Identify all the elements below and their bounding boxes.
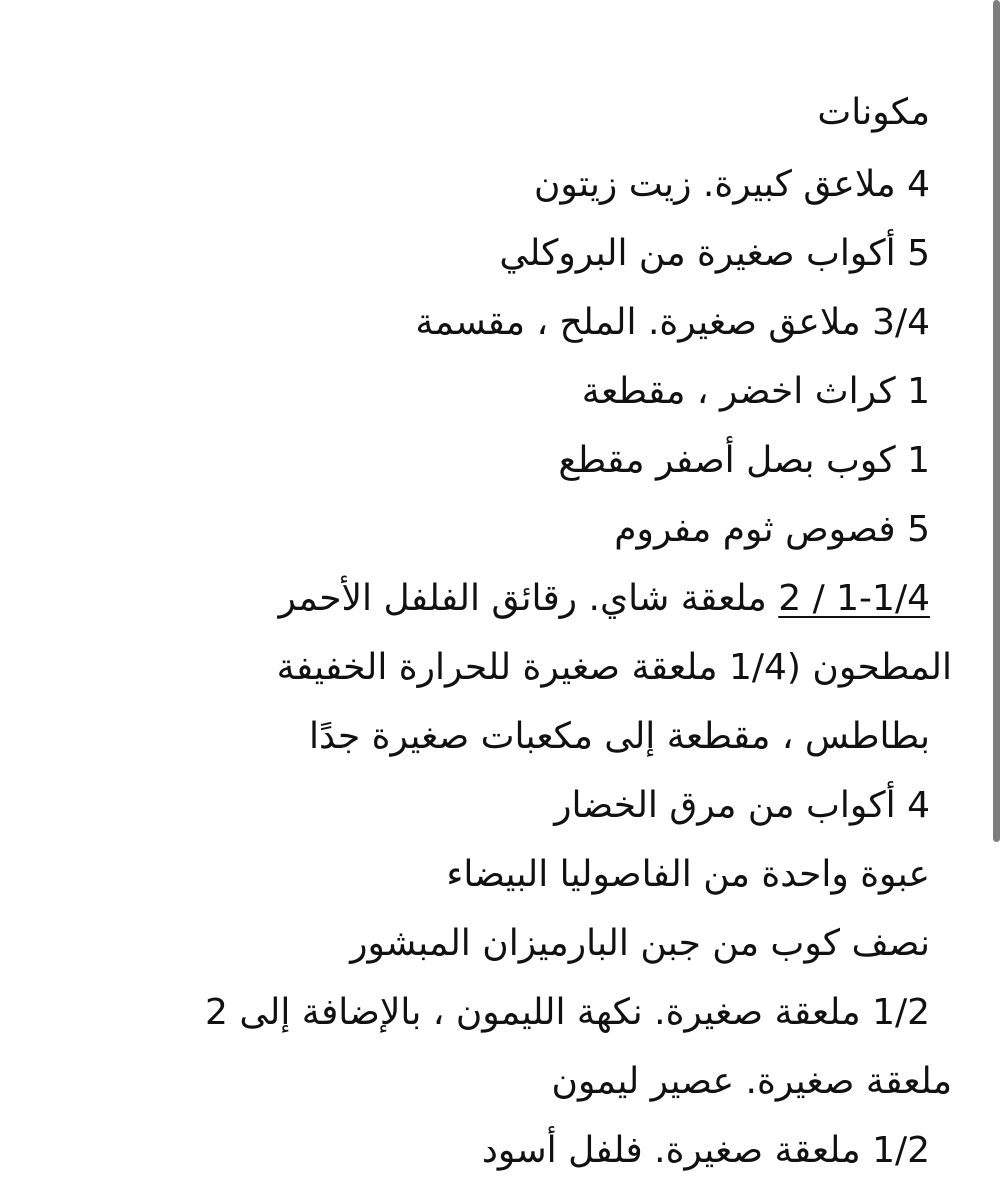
ingredients-text bbox=[30, 78, 952, 1185]
ingredient-line: 1/2 ملعقة صغيرة. نكهة الليمون ، بالإضافة إلى 2 bbox=[205, 992, 930, 1033]
pepper-line-text: ملعقة شاي. رقائق الفلفل الأحمر bbox=[278, 578, 779, 619]
ingredient-line: 1 كوب بصل أصفر مقطع bbox=[558, 440, 930, 481]
ingredient-line: ملعقة صغيرة. عصير ليمون bbox=[551, 1061, 952, 1102]
ingredient-line: عبوة واحدة من الفاصوليا البيضاء bbox=[446, 854, 930, 895]
ingredient-line-pepper-flakes bbox=[30, 564, 930, 633]
vertical-scrollbar[interactable] bbox=[993, 0, 1000, 842]
ingredient-line: 5 أكواب صغيرة من البروكلي bbox=[499, 233, 930, 274]
ingredient-line: 1 كراث اخضر ، مقطعة bbox=[581, 371, 930, 412]
pepper-amount-link[interactable]: 2 / 1-1/4 bbox=[778, 578, 930, 619]
ingredient-line: 3/4 ملاعق صغيرة. الملح ، مقسمة bbox=[415, 302, 930, 343]
ingredient-line: نصف كوب من جبن البارميزان المبشور bbox=[350, 923, 930, 964]
ingredient-line: 5 فصوص ثوم مفروم bbox=[614, 509, 930, 550]
ingredient-line: 4 ملاعق كبيرة. زيت زيتون bbox=[533, 164, 930, 205]
ingredient-line: 1/2 ملعقة صغيرة. فلفل أسود bbox=[481, 1130, 930, 1171]
ingredients-heading: مكونات bbox=[817, 92, 930, 133]
ingredient-line: بطاطس ، مقطعة إلى مكعبات صغيرة جدًا bbox=[309, 716, 930, 757]
ingredient-line: 4 أكواب من مرق الخضار bbox=[554, 785, 930, 826]
ingredient-line: المطحون (1/4 ملعقة صغيرة للحرارة الخفيفة bbox=[276, 647, 952, 688]
